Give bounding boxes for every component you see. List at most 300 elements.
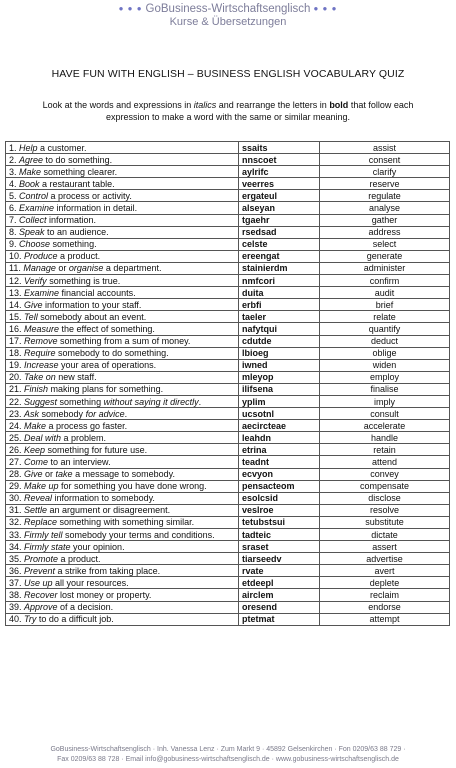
quiz-row bbox=[6, 383, 450, 395]
sentence-text: 38. bbox=[9, 590, 25, 601]
sentence-text: a problem. bbox=[61, 432, 107, 443]
instructions bbox=[30, 99, 426, 123]
answer-word: advertise bbox=[320, 553, 450, 565]
sentence-text: the effect of something. bbox=[59, 323, 155, 334]
key-expression: Examine bbox=[19, 203, 55, 214]
sentence-text: 30. bbox=[9, 493, 25, 504]
scrambled-letters: tiarseedv bbox=[239, 553, 320, 565]
quiz-row bbox=[6, 408, 450, 420]
sentence-text: to an interview. bbox=[48, 456, 111, 467]
scrambled-letters: tadteic bbox=[239, 529, 320, 541]
instructions-segment: bold bbox=[329, 100, 349, 110]
key-expression: for advice bbox=[85, 408, 125, 419]
key-expression: Collect bbox=[19, 215, 47, 226]
answer-word: brief bbox=[320, 299, 450, 311]
quiz-sentence bbox=[6, 299, 239, 311]
sentence-text: 2. bbox=[9, 154, 20, 165]
key-expression: Choose bbox=[19, 239, 51, 250]
quiz-row bbox=[6, 565, 450, 577]
quiz-row bbox=[6, 480, 450, 492]
answer-word: convey bbox=[320, 468, 450, 480]
key-expression: Deal with bbox=[24, 432, 62, 443]
scrambled-letters: cdutde bbox=[239, 335, 320, 347]
quiz-sentence bbox=[6, 190, 239, 202]
quiz-sentence bbox=[6, 250, 239, 262]
scrambled-letters: nnscoet bbox=[239, 154, 320, 166]
key-expression: Come bbox=[24, 456, 49, 467]
key-expression: Remove bbox=[24, 336, 58, 347]
answer-word: substitute bbox=[320, 516, 450, 528]
answer-word: attend bbox=[320, 456, 450, 468]
key-expression: take bbox=[55, 469, 73, 480]
quiz-row bbox=[6, 142, 450, 154]
answer-word: audit bbox=[320, 287, 450, 299]
scrambled-letters: mleyop bbox=[239, 371, 320, 383]
sentence-text: a process or activity. bbox=[48, 190, 132, 201]
answer-word: address bbox=[320, 226, 450, 238]
answer-word: widen bbox=[320, 359, 450, 371]
answer-word: handle bbox=[320, 432, 450, 444]
answer-word: attempt bbox=[320, 613, 450, 625]
scrambled-letters: duita bbox=[239, 287, 320, 299]
sentence-text: 17. bbox=[9, 336, 25, 347]
sentence-text: 34. bbox=[9, 541, 25, 552]
answer-word: quantify bbox=[320, 323, 450, 335]
sentence-text: a process go faster. bbox=[46, 420, 128, 431]
key-expression: Firmly tell bbox=[24, 529, 63, 540]
scrambled-letters: veerres bbox=[239, 178, 320, 190]
quiz-sentence bbox=[6, 275, 239, 287]
sentence-text: or bbox=[42, 469, 56, 480]
key-expression: Help bbox=[19, 142, 38, 153]
scrambled-letters: aecircteae bbox=[239, 420, 320, 432]
quiz-sentence bbox=[6, 432, 239, 444]
sentence-text: a product. bbox=[57, 251, 101, 262]
quiz-sentence bbox=[6, 383, 239, 395]
quiz-sentence bbox=[6, 347, 239, 359]
quiz-sentence bbox=[6, 420, 239, 432]
sentence-text: somebody about an event. bbox=[37, 311, 147, 322]
sentence-text: 40. bbox=[9, 614, 25, 625]
instructions-segment: and rearrange the letters in bbox=[216, 100, 330, 110]
sentence-text: for something you have done wrong. bbox=[58, 481, 207, 492]
key-expression: Suggest bbox=[24, 396, 58, 407]
quiz-sentence bbox=[6, 178, 239, 190]
answer-word: endorse bbox=[320, 601, 450, 613]
quiz-sentence bbox=[6, 359, 239, 371]
sentence-text: 19. bbox=[9, 360, 25, 371]
answer-word: retain bbox=[320, 444, 450, 456]
quiz-sentence bbox=[6, 601, 239, 613]
key-expression: Firmly state bbox=[24, 541, 71, 552]
sentence-text: a department. bbox=[103, 263, 162, 274]
sentence-text: 18. bbox=[9, 348, 25, 359]
sentence-text: something for future use. bbox=[45, 444, 148, 455]
answer-word: reserve bbox=[320, 178, 450, 190]
sentence-text: a restaurant table. bbox=[39, 178, 115, 189]
quiz-row bbox=[6, 335, 450, 347]
key-expression: Make up bbox=[24, 481, 59, 492]
sentence-text: 15. bbox=[9, 311, 25, 322]
sentence-text: your area of operations. bbox=[58, 360, 157, 371]
scrambled-letters: nmfcori bbox=[239, 275, 320, 287]
quiz-sentence bbox=[6, 492, 239, 504]
quiz-row bbox=[6, 613, 450, 625]
quiz-sentence bbox=[6, 529, 239, 541]
scrambled-letters: erbfi bbox=[239, 299, 320, 311]
quiz-sentence bbox=[6, 262, 239, 274]
quiz-row bbox=[6, 323, 450, 335]
sentence-text: 26. bbox=[9, 444, 25, 455]
sentence-text: 3. bbox=[9, 166, 20, 177]
key-expression: Take on bbox=[24, 372, 56, 383]
quiz-table bbox=[5, 141, 450, 626]
quiz-sentence bbox=[6, 395, 239, 407]
key-expression: Measure bbox=[24, 323, 60, 334]
quiz-row bbox=[6, 250, 450, 262]
quiz-sentence bbox=[6, 142, 239, 154]
instructions-segment: Look at the words and expressions in bbox=[42, 100, 194, 110]
key-expression: Reveal bbox=[24, 493, 53, 504]
brand-dots-right: ● ● ● bbox=[313, 4, 338, 13]
quiz-sentence bbox=[6, 226, 239, 238]
sentence-text: 39. bbox=[9, 602, 25, 613]
sentence-text: 4. bbox=[9, 178, 20, 189]
sentence-text: to do a difficult job. bbox=[36, 614, 114, 625]
scrambled-letters: ucsotnl bbox=[239, 408, 320, 420]
answer-word: deplete bbox=[320, 577, 450, 589]
sentence-text: a product. bbox=[58, 553, 101, 564]
scrambled-letters: etdeepl bbox=[239, 577, 320, 589]
sentence-text: of a decision. bbox=[57, 602, 114, 613]
sentence-text: 21. bbox=[9, 384, 25, 395]
key-expression: Agree bbox=[19, 154, 44, 165]
footer-line-2: Fax 0209/63 88 728 · Email info@gobusiness-wirtschaftsenglisch.de · www.gobusiness-wirtschaftsenglisch.de bbox=[57, 756, 399, 763]
quiz-sentence bbox=[6, 287, 239, 299]
answer-word: avert bbox=[320, 565, 450, 577]
sentence-text: 35. bbox=[9, 553, 25, 564]
key-expression: Replace bbox=[24, 517, 58, 528]
quiz-row bbox=[6, 359, 450, 371]
quiz-row bbox=[6, 529, 450, 541]
quiz-row bbox=[6, 166, 450, 178]
key-expression: Increase bbox=[24, 360, 59, 371]
sentence-text: lost money or property. bbox=[57, 590, 152, 601]
page-title: HAVE FUN WITH ENGLISH – BUSINESS ENGLISH VOCABULARY QUIZ bbox=[51, 68, 405, 80]
scrambled-letters: ssaits bbox=[239, 142, 320, 154]
quiz-row bbox=[6, 456, 450, 468]
answer-word: clarify bbox=[320, 166, 450, 178]
scrambled-letters: tetubstsui bbox=[239, 516, 320, 528]
quiz-row bbox=[6, 420, 450, 432]
sentence-text: 9. bbox=[9, 239, 20, 250]
answer-word: consult bbox=[320, 408, 450, 420]
answer-word: reclaim bbox=[320, 589, 450, 601]
quiz-row bbox=[6, 468, 450, 480]
quiz-row bbox=[6, 492, 450, 504]
sentence-text: information to somebody. bbox=[52, 493, 155, 504]
instructions-segment: that follow each expression to make a word with the same or similar meaning. bbox=[105, 100, 414, 122]
key-expression: Keep bbox=[24, 444, 46, 455]
sentence-text: 23. bbox=[9, 408, 25, 419]
quiz-sentence bbox=[6, 335, 239, 347]
sentence-text: 25. bbox=[9, 432, 25, 443]
scrambled-letters: airclem bbox=[239, 589, 320, 601]
quiz-row bbox=[6, 178, 450, 190]
quiz-sentence bbox=[6, 541, 239, 553]
sentence-text: 7. bbox=[9, 215, 20, 226]
sentence-text: 33. bbox=[9, 529, 25, 540]
answer-word: relate bbox=[320, 311, 450, 323]
quiz-row bbox=[6, 190, 450, 202]
scrambled-letters: ergateul bbox=[239, 190, 320, 202]
sentence-text: a message to somebody. bbox=[72, 469, 175, 480]
sentence-text: 20. bbox=[9, 372, 25, 383]
key-expression: Try bbox=[24, 614, 37, 625]
sentence-text: 1. bbox=[9, 142, 20, 153]
scrambled-letters: alseyan bbox=[239, 202, 320, 214]
sentence-text: something. bbox=[50, 239, 97, 250]
sentence-text: an argument or disagreement. bbox=[47, 505, 171, 516]
answer-word: analyse bbox=[320, 202, 450, 214]
answer-word: oblige bbox=[320, 347, 450, 359]
sentence-text: 11. bbox=[9, 263, 24, 274]
scrambled-letters: ilifsena bbox=[239, 383, 320, 395]
quiz-row bbox=[6, 202, 450, 214]
brand-dots-left: ● ● ● bbox=[118, 4, 143, 13]
quiz-row bbox=[6, 287, 450, 299]
key-expression: Settle bbox=[24, 505, 48, 516]
sentence-text: something from a sum of money. bbox=[57, 336, 191, 347]
quiz-row bbox=[6, 541, 450, 553]
answer-word: dictate bbox=[320, 529, 450, 541]
key-expression: Examine bbox=[24, 287, 60, 298]
scrambled-letters: ecvyon bbox=[239, 468, 320, 480]
sentence-text: 12. bbox=[9, 275, 25, 286]
scrambled-letters: rsedsad bbox=[239, 226, 320, 238]
sentence-text: making plans for something. bbox=[48, 384, 164, 395]
answer-word: accelerate bbox=[320, 420, 450, 432]
key-expression: Approve bbox=[24, 602, 58, 613]
answer-word: disclose bbox=[320, 492, 450, 504]
answer-word: deduct bbox=[320, 335, 450, 347]
scrambled-letters: oresend bbox=[239, 601, 320, 613]
sentence-text: something is true. bbox=[46, 275, 121, 286]
sentence-text: information in detail. bbox=[54, 203, 138, 214]
quiz-row bbox=[6, 214, 450, 226]
quiz-row bbox=[6, 154, 450, 166]
sentence-text: information. bbox=[46, 215, 97, 226]
sentence-text: 10. bbox=[9, 251, 25, 262]
footer-line-1: GoBusiness-Wirtschaftsenglisch · Inh. Vanessa Lenz · Zum Markt 9 · 45892 Gelsenkirchen · Fon 0209/63 88 729 · bbox=[50, 746, 406, 753]
scrambled-letters: tgaehr bbox=[239, 214, 320, 226]
quiz-row bbox=[6, 238, 450, 250]
quiz-row bbox=[6, 311, 450, 323]
quiz-row bbox=[6, 504, 450, 516]
sentence-text: . bbox=[198, 396, 202, 407]
quiz-sentence bbox=[6, 408, 239, 420]
key-expression: Prevent bbox=[24, 565, 56, 576]
sentence-text: 31. bbox=[9, 505, 25, 516]
sentence-text: 16. bbox=[9, 323, 25, 334]
scrambled-letters: sraset bbox=[239, 541, 320, 553]
quiz-sentence bbox=[6, 371, 239, 383]
sentence-text: 36. bbox=[9, 565, 25, 576]
answer-word: gather bbox=[320, 214, 450, 226]
quiz-sentence bbox=[6, 589, 239, 601]
scrambled-letters: rvate bbox=[239, 565, 320, 577]
key-expression: without saying it directly bbox=[103, 396, 199, 407]
quiz-row bbox=[6, 432, 450, 444]
key-expression: Promote bbox=[24, 553, 59, 564]
sentence-text: 6. bbox=[9, 203, 20, 214]
quiz-row bbox=[6, 395, 450, 407]
sentence-text: . bbox=[124, 408, 128, 419]
scrambled-letters: pensacteom bbox=[239, 480, 320, 492]
key-expression: Use up bbox=[24, 577, 53, 588]
sentence-text: 28. bbox=[9, 469, 25, 480]
answer-word: assist bbox=[320, 142, 450, 154]
answer-word: administer bbox=[320, 262, 450, 274]
key-expression: Make bbox=[19, 166, 42, 177]
key-expression: Speak bbox=[19, 227, 45, 238]
scrambled-letters: leahdn bbox=[239, 432, 320, 444]
key-expression: Give bbox=[24, 299, 43, 310]
sentence-text: financial accounts. bbox=[59, 287, 136, 298]
brand-name: GoBusiness-Wirtschaftsenglisch bbox=[145, 3, 311, 15]
answer-word: generate bbox=[320, 250, 450, 262]
scrambled-letters: teadnt bbox=[239, 456, 320, 468]
key-expression: Control bbox=[19, 190, 49, 201]
instructions-segment: italics bbox=[193, 100, 217, 110]
quiz-sentence bbox=[6, 565, 239, 577]
quiz-sentence bbox=[6, 166, 239, 178]
key-expression: Require bbox=[24, 348, 56, 359]
quiz-row bbox=[6, 226, 450, 238]
key-expression: Book bbox=[19, 178, 40, 189]
key-expression: Ask bbox=[24, 408, 40, 419]
sentence-text: 32. bbox=[9, 517, 25, 528]
sentence-text: 24. bbox=[9, 420, 25, 431]
sentence-text: your opinion. bbox=[70, 541, 125, 552]
answer-word: confirm bbox=[320, 275, 450, 287]
scrambled-letters: nafytqui bbox=[239, 323, 320, 335]
quiz-row bbox=[6, 371, 450, 383]
sentence-text: something clearer. bbox=[41, 166, 118, 177]
quiz-sentence bbox=[6, 577, 239, 589]
key-expression: Finish bbox=[24, 384, 49, 395]
quiz-row bbox=[6, 516, 450, 528]
key-expression: Recover bbox=[24, 590, 58, 601]
quiz-sentence bbox=[6, 480, 239, 492]
answer-word: regulate bbox=[320, 190, 450, 202]
sentence-text: 14. bbox=[9, 299, 25, 310]
brand-line bbox=[0, 2, 456, 16]
answer-word: select bbox=[320, 238, 450, 250]
quiz-row bbox=[6, 275, 450, 287]
quiz-sentence bbox=[6, 238, 239, 250]
quiz-sentence bbox=[6, 456, 239, 468]
sentence-text: somebody your terms and conditions. bbox=[62, 529, 215, 540]
scrambled-letters: lbioeg bbox=[239, 347, 320, 359]
sentence-text: information to your staff. bbox=[42, 299, 142, 310]
quiz-row bbox=[6, 444, 450, 456]
answer-word: compensate bbox=[320, 480, 450, 492]
scrambled-letters: iwned bbox=[239, 359, 320, 371]
letterhead bbox=[0, 2, 456, 29]
sentence-text: to an audience. bbox=[44, 227, 109, 238]
quiz-sentence bbox=[6, 323, 239, 335]
sentence-text: a strike from taking place. bbox=[55, 565, 161, 576]
key-expression: Give bbox=[24, 469, 43, 480]
key-expression: Verify bbox=[24, 275, 47, 286]
answer-word: employ bbox=[320, 371, 450, 383]
answer-word: finalise bbox=[320, 383, 450, 395]
sentence-text: new staff. bbox=[55, 372, 97, 383]
sentence-text: all your resources. bbox=[52, 577, 129, 588]
sentence-text: a customer. bbox=[37, 142, 87, 153]
quiz-sentence bbox=[6, 553, 239, 565]
quiz-sentence bbox=[6, 516, 239, 528]
scrambled-letters: veslroe bbox=[239, 504, 320, 516]
quiz-row bbox=[6, 589, 450, 601]
quiz-sentence bbox=[6, 504, 239, 516]
sentence-text: somebody bbox=[39, 408, 86, 419]
key-expression: Make bbox=[24, 420, 47, 431]
scrambled-letters: ereengat bbox=[239, 250, 320, 262]
quiz-row bbox=[6, 347, 450, 359]
key-expression: Produce bbox=[24, 251, 58, 262]
quiz-sentence bbox=[6, 311, 239, 323]
key-expression: Manage bbox=[23, 263, 56, 274]
quiz-sentence bbox=[6, 444, 239, 456]
answer-word: resolve bbox=[320, 504, 450, 516]
sentence-text: something with something similar. bbox=[57, 517, 195, 528]
footer bbox=[0, 745, 456, 765]
sentence-text: somebody to do something. bbox=[55, 348, 169, 359]
answer-word: assert bbox=[320, 541, 450, 553]
quiz-sentence bbox=[6, 154, 239, 166]
quiz-row bbox=[6, 299, 450, 311]
sentence-text: to do something. bbox=[43, 154, 113, 165]
scrambled-letters: yplim bbox=[239, 395, 320, 407]
scrambled-letters: ptetmat bbox=[239, 613, 320, 625]
quiz-row bbox=[6, 553, 450, 565]
sentence-text: 29. bbox=[9, 481, 25, 492]
sentence-text: 37. bbox=[9, 577, 25, 588]
scrambled-letters: celste bbox=[239, 238, 320, 250]
answer-word: consent bbox=[320, 154, 450, 166]
quiz-sentence bbox=[6, 468, 239, 480]
sentence-text: something bbox=[57, 396, 104, 407]
quiz-row bbox=[6, 577, 450, 589]
scrambled-letters: taeler bbox=[239, 311, 320, 323]
answer-word: imply bbox=[320, 395, 450, 407]
sentence-text: or bbox=[55, 263, 69, 274]
sentence-text: 13. bbox=[9, 287, 25, 298]
scrambled-letters: stainierdm bbox=[239, 262, 320, 274]
scrambled-letters: etrina bbox=[239, 444, 320, 456]
quiz-sentence bbox=[6, 613, 239, 625]
quiz-sentence bbox=[6, 202, 239, 214]
sentence-text: 27. bbox=[9, 456, 25, 467]
quiz-row bbox=[6, 262, 450, 274]
quiz-sentence bbox=[6, 214, 239, 226]
key-expression: organise bbox=[68, 263, 104, 274]
sentence-text: 8. bbox=[9, 227, 20, 238]
key-expression: Tell bbox=[24, 311, 38, 322]
sentence-text: 5. bbox=[9, 190, 20, 201]
